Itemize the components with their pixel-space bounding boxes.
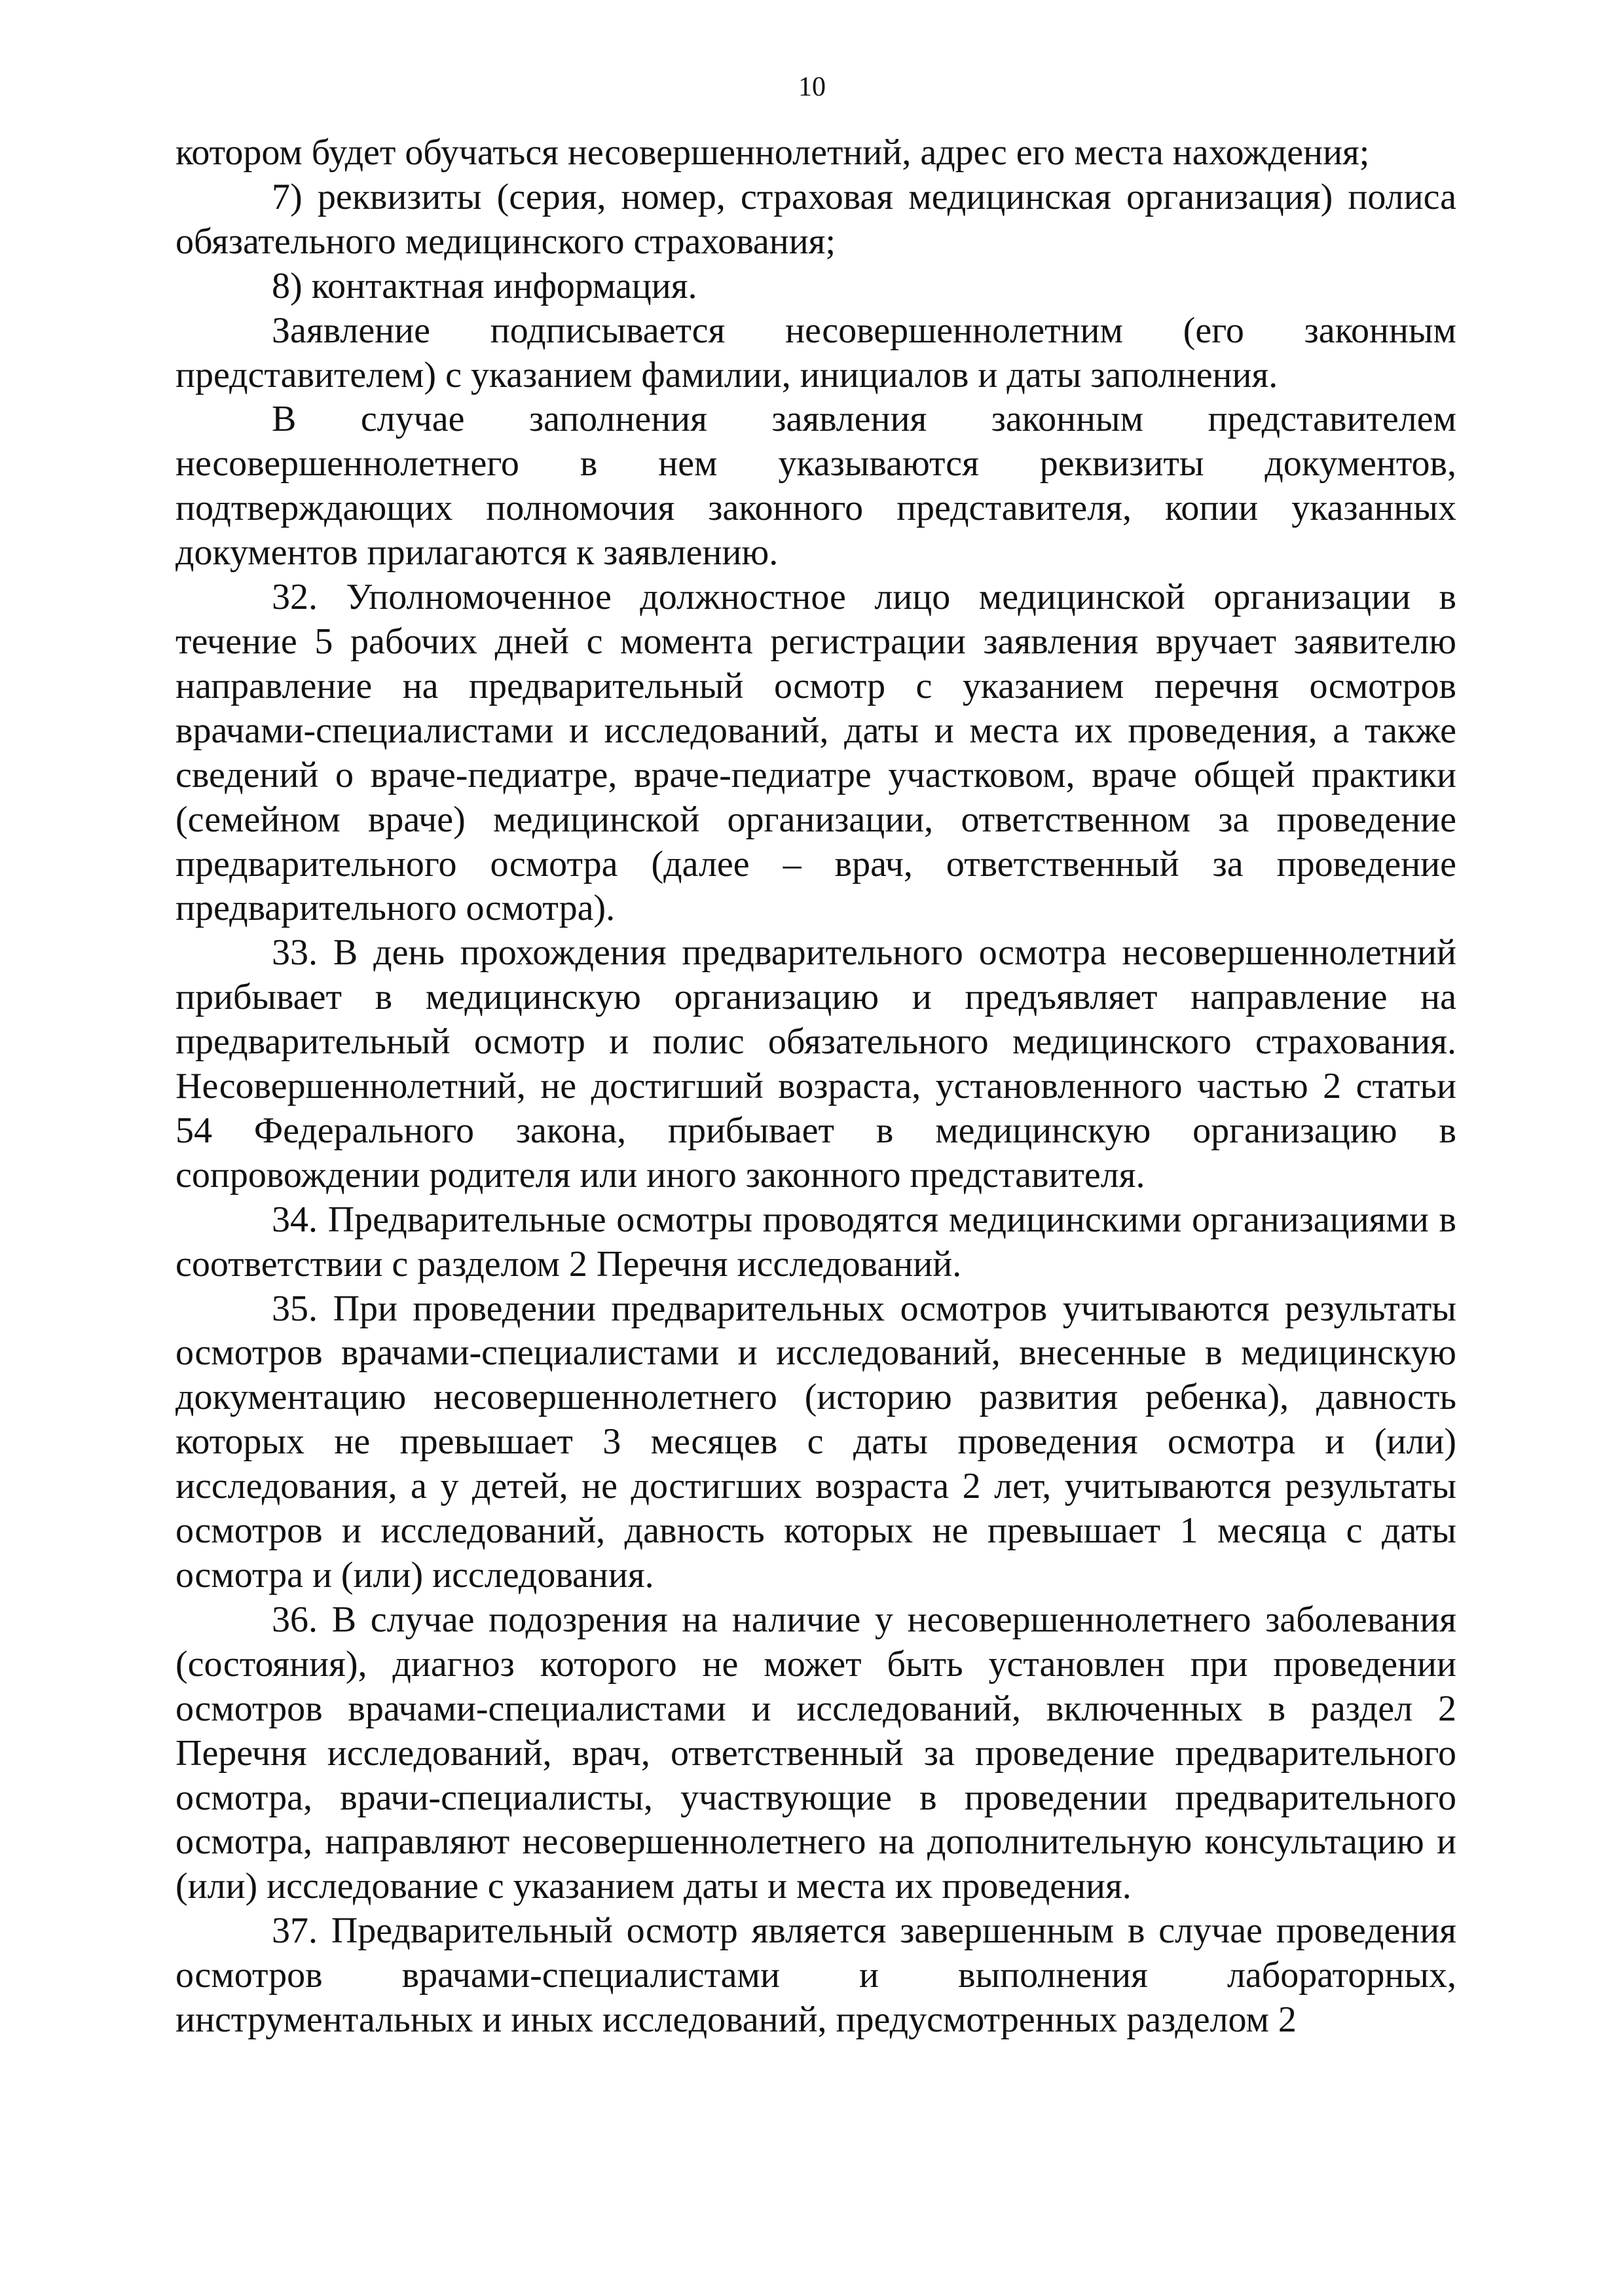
paragraph-33: 33. В день прохождения предварительного осмотра несовершеннолетний прибывает в медицинскую организацию и предъявляет направление на предварительный осмотр и полис обязательного медицинского страхования. Несовершеннолетний, не достигший возраста, установленного частью 2 статьи 54 Федерального закона, прибывает в медицинскую организацию в сопровождении родителя или иного законного представителя. xyxy=(175,932,1456,1195)
paragraph-continuation: котором будет обучаться несовершеннолетний, адрес его места нахождения; xyxy=(175,132,1370,173)
paragraph-signature: Заявление подписывается несовершеннолетним (его законным представителем) с указанием фамилии, инициалов и даты заполнения. xyxy=(175,310,1456,395)
paragraph-36: 36. В случае подозрения на наличие у несовершеннолетнего заболевания (состояния), диагноз которого не может быть установлен при проведении осмотров врачами-специалистами и исследований, включенных в раздел 2 Перечня исследований, врач, ответственный за проведение предварительного осмотра, врачи-специалисты, участвующие в проведении предварительного осмотра, направляют несовершеннолетнего на дополнительную консультацию и (или) исследование с указанием даты и места их проведения. xyxy=(175,1599,1456,1907)
paragraph-item-7: 7) реквизиты (серия, номер, страховая медицинская организация) полиса обязательного медицинского страхования; xyxy=(175,176,1456,262)
paragraph-35: 35. При проведении предварительных осмотров учитываются результаты осмотров врачами-специалистами и исследований, внесенные в медицинскую документацию несовершеннолетнего (историю развития ребенка), давность которых не превышает 3 месяцев с даты проведения осмотра и (или) исследования, а у детей, не достигших возраста 2 лет, учитываются результаты осмотров и исследований, давность которых не превышает 1 месяца с даты осмотра и (или) исследования. xyxy=(175,1288,1456,1595)
paragraph-37: 37. Предварительный осмотр является завершенным в случае проведения осмотров врачами-специалистами и выполнения лабораторных, инструментальных и иных исследований, предусмотренных разделом 2 xyxy=(175,1910,1456,2041)
page-number: 10 xyxy=(798,72,826,102)
paragraph-34: 34. Предварительные осмотры проводятся медицинскими организациями в соответствии с разделом 2 Перечня исследований. xyxy=(175,1199,1456,1285)
paragraph-32: 32. Уполномоченное должностное лицо медицинской организации в течение 5 рабочих дней с момента регистрации заявления вручает заявителю направление на предварительный осмотр с указанием перечня осмотров врачами-специалистами и исследований, даты и места их проведения, а также сведений о враче-педиатре, враче-педиатре участковом, враче общей практики (семейном враче) медицинской организации, ответственном за проведение предварительного осмотра (далее – врач, ответственный за проведение предварительного осмотра). xyxy=(175,577,1456,929)
document-body xyxy=(175,131,1456,2043)
paragraph-item-8: 8) контактная информация. xyxy=(272,265,697,306)
paragraph-representative: В случае заполнения заявления законным представителем несовершеннолетнего в нем указываются реквизиты документов, подтверждающих полномочия законного представителя, копии указанных документов прилагаются к заявлению. xyxy=(175,399,1456,574)
